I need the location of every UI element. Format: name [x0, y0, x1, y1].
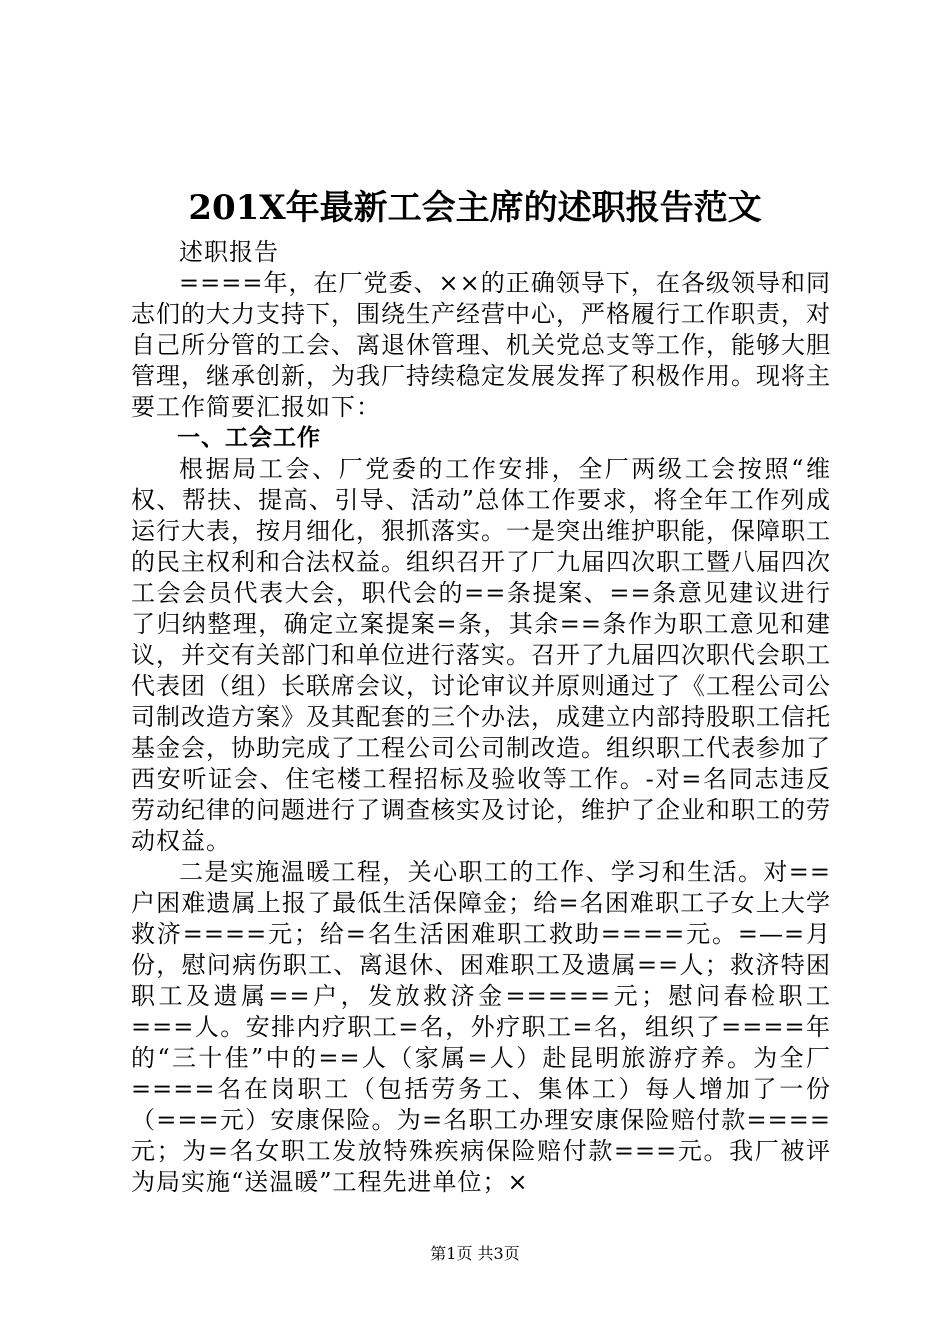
paragraph-warmth-project: 二是实施温暖工程，关心职工的工作、学习和生活。对==户困难遗属上报了最低生活保障金；给=名困难职工子女上大学救济====元；给=名生活困难职工救助====元。=—=月份，慰问病伤职工、离退休、困难职工及遗属==人；救济特困职工及遗属==户，发放救济金=====元；慰问春检职工===人。安排内疗职工=名，外疗职工=名，组织了====年的“三十佳”中的==人（家属=人）赴昆明旅游疗养。为全厂====名在岗职工（包括劳务工、集体工）每人增加了一份（===元）安康保险。为=名职工办理安康保险赔付款====元；为=名女职工发放特殊疾病保险赔付款===元。我厂被评为局实施“送温暖”工程先进单位；×: [131, 858, 831, 1196]
paragraph-report-label: 述职报告: [179, 238, 279, 266]
document-title: 201X年最新工会主席的述职报告范文: [188, 188, 762, 228]
document-body: [131, 237, 831, 1198]
page-footer: 第1页 共3页: [430, 1244, 520, 1263]
paragraph-intro: ====年，在厂党委、××的正确领导下，在各级领导和同志们的大力支持下，围绕生产经营中心，严格履行工作职责，对自己所分管的工会、离退休管理、机关党总支等工作，能够大胆管理，继承创新，为我厂持续稳定发展发挥了积极作用。现将主要工作简要汇报如下：: [131, 269, 831, 421]
section-heading-union-work: 一、工会工作: [177, 425, 321, 451]
paragraph-union-work: 根据局工会、厂党委的工作安排，全厂两级工会按照“维权、帮扶、提高、引导、活动”总体工作要求，将全年工作列成运行大表，按月细化，狠抓落实。一是突出维护职能，保障职工的民主权利和合法权益。组织召开了厂九届四次职工暨八届四次工会会员代表大会，职代会的==条提案、==条意见建议进行了归纳整理，确定立案提案=条，其余==条作为职工意见和建议，并交有关部门和单位进行落实。召开了九届四次职代会职工代表团（组）长联席会议，讨论审议并原则通过了《工程公司公司制改造方案》及其配套的三个办法，成建立内部持股职工信托基金会，协助完成了工程公司公司制改造。组织职工代表参加了西安听证会、住宅楼工程招标及验收等工作。-对=名同志违反劳动纪律的问题进行了调查核实及讨论，维护了企业和职工的劳动权益。: [131, 455, 831, 855]
